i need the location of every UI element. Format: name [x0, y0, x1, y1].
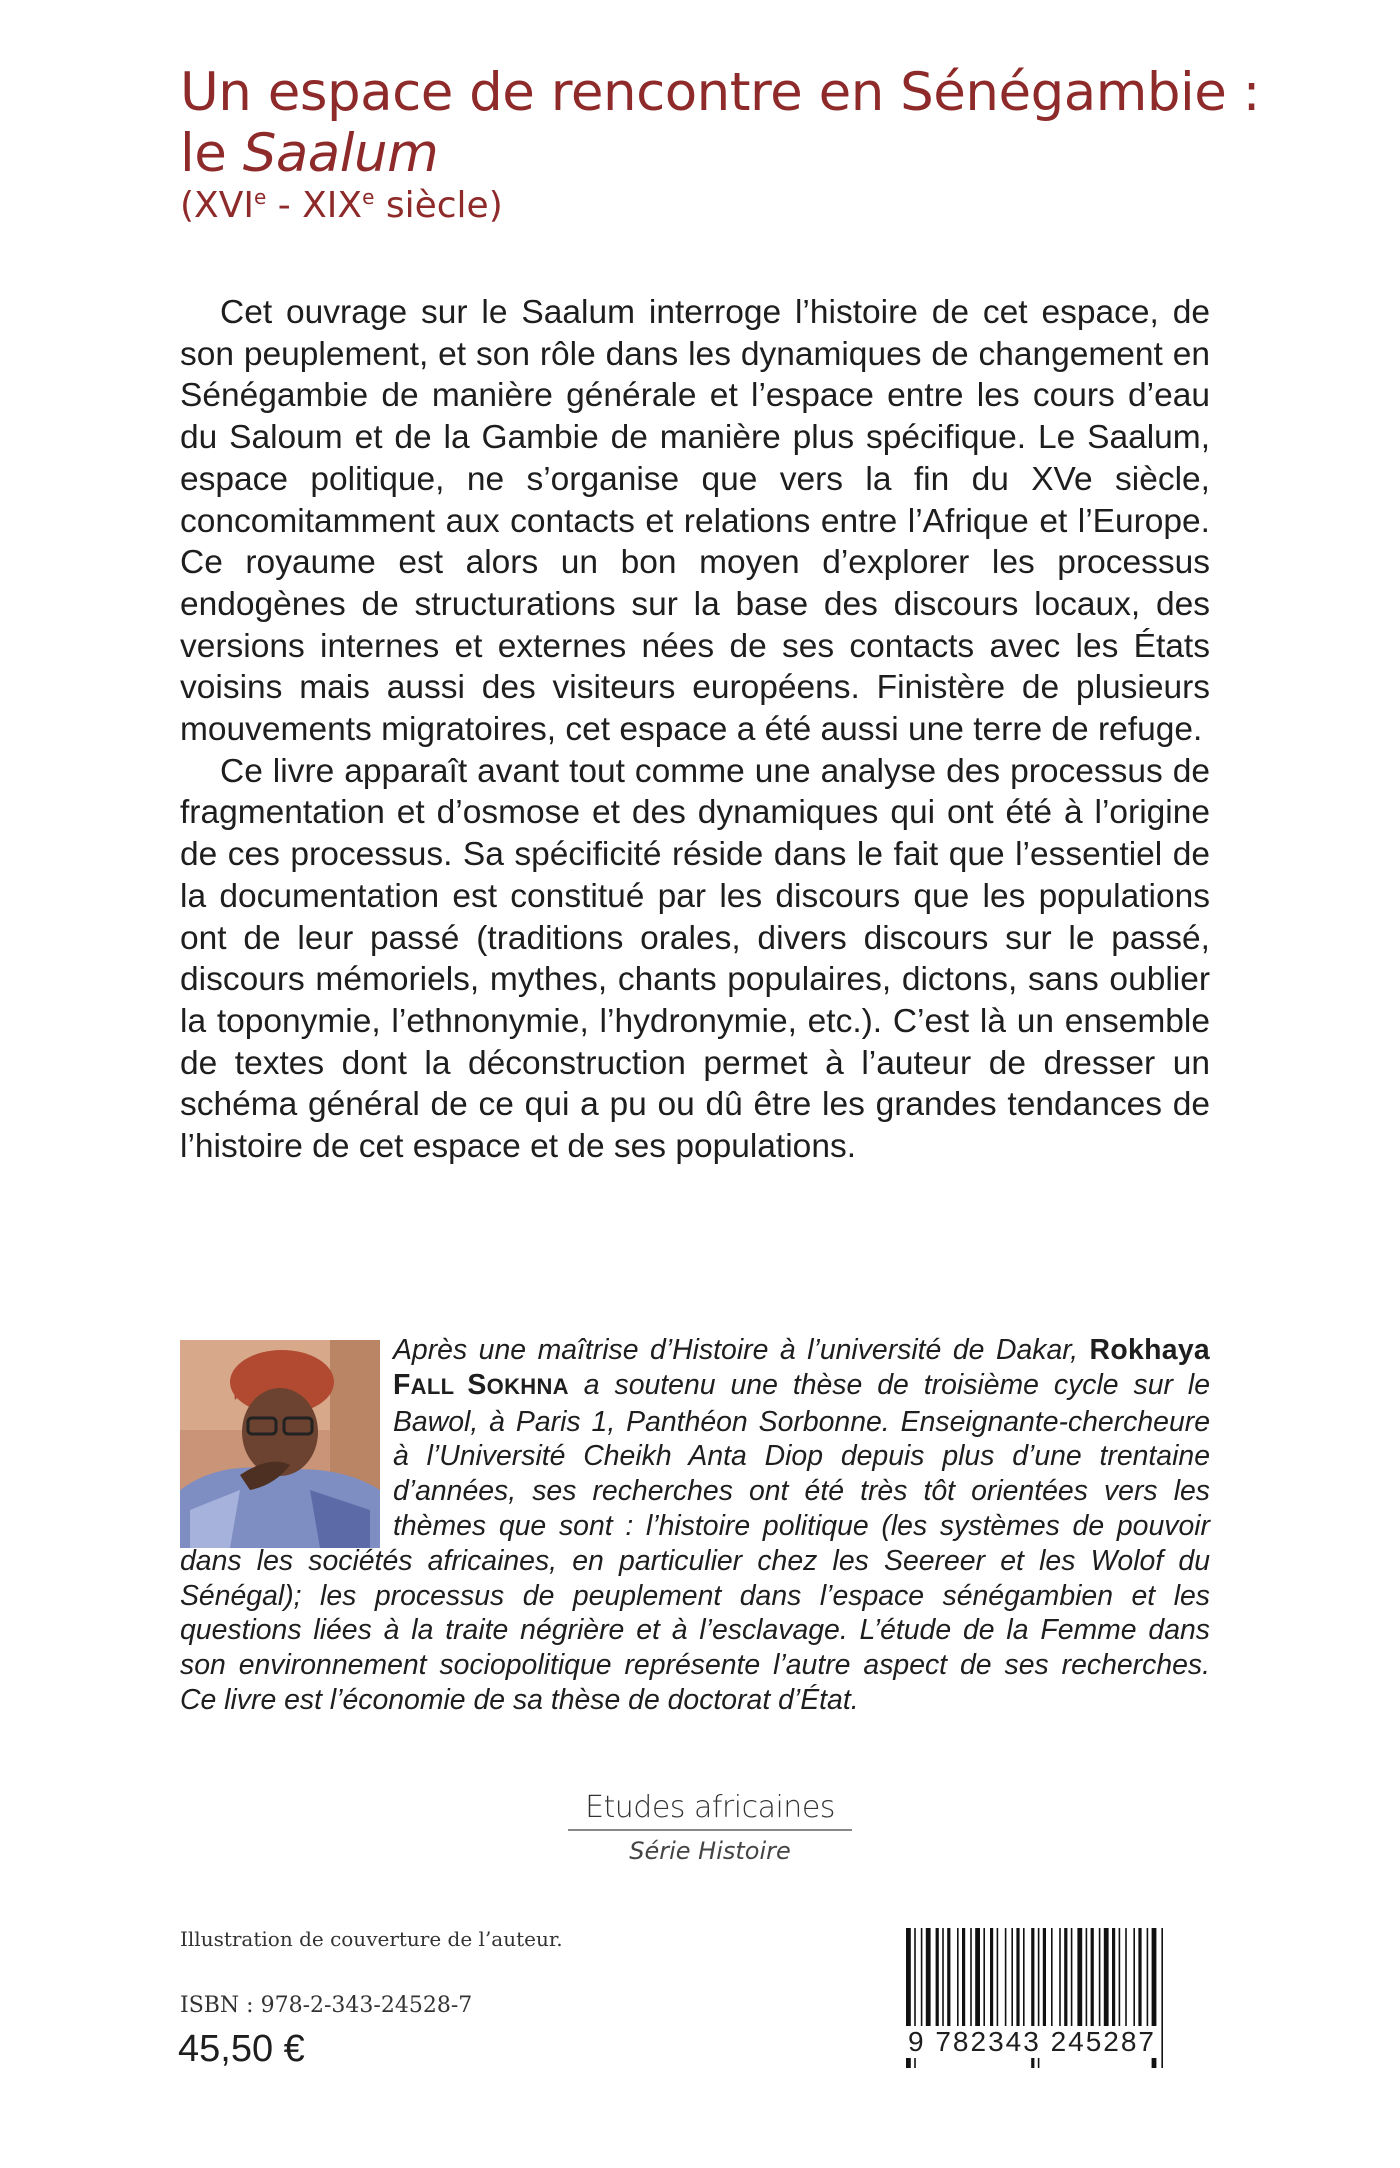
author-s: S [467, 1368, 487, 1401]
author-okhna: OKHNA [486, 1373, 569, 1399]
subtitle-sup-1: e [253, 185, 267, 209]
subtitle-open: (XVI [180, 185, 254, 226]
series-divider [568, 1829, 852, 1831]
title-saalum: Saalum [242, 123, 439, 184]
photo-spacer [180, 1333, 393, 1541]
title-line-2-prefix: le [180, 123, 243, 184]
title-line-1: Un espace de rencontre en Sénégambie : [180, 62, 1261, 123]
isbn: ISBN : 978-2-343-24528-7 [180, 1993, 473, 2018]
book-title [180, 62, 1280, 184]
blurb-paragraph-2: Ce livre apparaît avant tout comme une analyse des processus de fragmentation et d’osmose et des dynamiques qui ont été à l’origine de ces processus. Sa spécificité réside dans le fait que l’essentiel de la documentation est constitué par les discours que les populations ont de leur passé (traditions orales, divers discours sur le passé, discours mémoriels, mythes, chants populaires, dictons, sans oublier la toponymie, l’ethnonymie, l’hydronymie, etc.). C’est là un ensemble de textes dont la déconstruction permet à l’auteur de dresser un schéma général de ce qui a pu ou dû être les grandes tendances de l’histoire de cet espace et de ses populations. [180, 752, 1210, 1166]
series-name: Etudes africaines [585, 1790, 835, 1825]
author-first-name: Rokhaya [1089, 1334, 1210, 1366]
blurb-paragraph-1: Cet ouvrage sur le Saalum interroge l’histoire de cet espace, de son peuplement, et son rôle dans les dynamiques de changement en Sénégambie de manière générale et l’espace entre les cours d’eau du Saloum et de la Gambie de manière plus spécifique. Le Saalum, espace politique, ne s’organise que vers la fin du XVe siècle, concomitamment aux contacts et relations entre l’Afrique et l’Europe. Ce royaume est alors un bon moyen d’explorer les processus endogènes de structurations sur la base des discours locaux, des versions internes et externes nées de ses contacts avec les États voisins mais aussi des visiteurs européens. Finistère de plusieurs mouvements migratoires, cet espace a été aussi une terre de refuge. [180, 294, 1210, 749]
author-all: ALL [410, 1373, 468, 1399]
illustration-credit: Illustration de couverture de l’auteur. [180, 1927, 563, 1951]
author-bio [180, 1333, 1210, 1718]
title-line-2 [180, 123, 1280, 184]
price: 45,50 € [178, 2028, 305, 2070]
series-mark [560, 1790, 860, 1865]
author-f: F [393, 1368, 411, 1401]
series-subtitle: Série Histoire [629, 1837, 791, 1865]
barcode-digits: 9 782343 245287 [908, 2026, 1156, 2057]
subtitle-close: siècle) [374, 185, 503, 226]
bio-body: a soutenu une thèse de troisième cycle sur le Bawol, à Paris 1, Panthéon Sorbonne. Enseignante-chercheure à l’Université Cheikh Anta Diop depuis plus d’une trentaine d’années, ses recherches ont été très tôt orientées vers les thèmes que sont : l’histoire politique (les systèmes de pouvoir dans les sociétés africaines, en particulier chez les Seereer et les Wolof du Sénégal); les processus de peuplement dans l’espace sénégambien et les questions liées à la traite négrière et à l’esclavage. L’étude de la Femme dans son environnement sociopolitique représente l’autre aspect de ses recherches. Ce livre est l’économie de sa thèse de doctorat d’État. [180, 1368, 1210, 1716]
bio-intro: Après une maîtrise d’Histoire à l’université de Dakar, [393, 1334, 1090, 1366]
blurb [180, 292, 1210, 1168]
subtitle-sup-2: e [362, 185, 375, 209]
subtitle-mid: - XIX [266, 185, 363, 226]
barcode-bar [1161, 1928, 1163, 2068]
book-subtitle [180, 184, 503, 228]
